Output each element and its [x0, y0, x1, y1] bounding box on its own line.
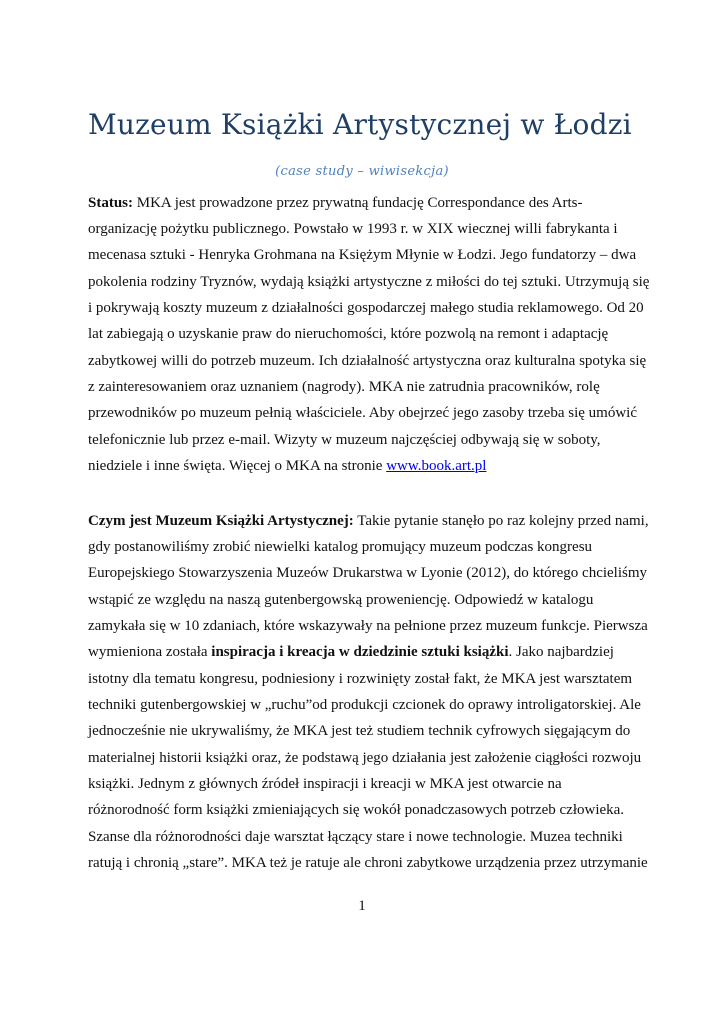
- text-line: organizację pożytku publicznego. Powstało w 1993 r. w XIX wiecznej willi fabrykanta i: [88, 221, 618, 237]
- text-span: niedziele i inne święta. Więcej o MKA na stronie: [88, 458, 387, 474]
- text-span: wymieniona została: [88, 644, 212, 660]
- status-label: Status:: [88, 195, 134, 211]
- text-span: MKA jest prowadzone przez prywatną fundację Correspondance des Arts-: [133, 195, 583, 211]
- bold-phrase: inspiracja i kreacja w dziedzinie sztuki książki: [211, 644, 509, 660]
- text-line: ratują i chronią „stare”. MKA też je ratuje ale chroni zabytkowe urządzenia przez utrzymanie: [88, 855, 648, 871]
- text-line: Europejskiego Stowarzyszenia Muzeów Drukarstwa w Lyonie (2012), do którego chcieliśmy: [88, 565, 648, 581]
- text-line: zabytkowej willi do potrzeb muzeum. Ich działalność artystyczna oraz kulturalna spotyka się: [88, 353, 647, 369]
- text-line: wstąpić ze względu na naszą gutenbergowską proweniencję. Odpowiedź w katalogu: [88, 592, 594, 608]
- text-line: różnorodność form książki zmieniających się wokół ponadczasowych potrzeb człowieka.: [88, 802, 625, 818]
- page-number: 1: [358, 898, 366, 914]
- text-line: [88, 642, 614, 662]
- text-line: telefonicznie lub przez e-mail. Wizyty w muzeum najczęściej odbywają się w soboty,: [88, 432, 601, 448]
- document-title: Muzeum Książki Artystycznej w Łodzi: [88, 108, 632, 141]
- text-line: techniki gutenbergowskiej w „ruchu”od produkcji czcionek do oprawy introligatorskiej. Ale: [88, 697, 641, 713]
- text-line: lat zabiegają o uzyskanie praw do nieruchomości, które pozwolą na remont i adaptację: [88, 326, 609, 342]
- text-span: Takie pytanie stanęło po raz kolejny przed nami,: [353, 513, 649, 529]
- text-line: gdy postanowiliśmy zrobić niewielki katalog promujący muzeum podczas kongresu: [88, 539, 593, 555]
- text-line: książki. Jednym z głównych źródeł inspiracji i kreacji w MKA jest otwarcie na: [88, 776, 562, 792]
- text-line: [88, 193, 582, 213]
- text-line: z zainteresowaniem oraz uznaniem (nagrody). MKA nie zatrudnia pracowników, rolę: [88, 379, 600, 395]
- text-line: zamykała się w 10 zdaniach, które wskazywały na pełnione przez muzeum funkcje. Pierwsza: [88, 618, 648, 634]
- text-line: jednocześnie nie ukrywaliśmy, że MKA jest też studiem technik cyfrowych sięgającym do: [88, 723, 631, 739]
- text-line: istotny dla tematu kongresu, podniesiony i rozwinięty został fakt, że MKA jest warsztatem: [88, 671, 633, 687]
- text-line: [88, 511, 649, 531]
- text-line: przewodników po muzeum pełnią właściciele. Aby obejrzeć jego zasoby trzeba się umówić: [88, 405, 637, 421]
- text-line: pokolenia rodziny Tryznów, wydają książki artystyczne z miłości do tej sztuki. Utrzymują się: [88, 274, 650, 290]
- text-line: i pokrywają koszty muzeum z działalności gospodarczej małego studia reklamowego. Od 20: [88, 300, 644, 316]
- document-subtitle: (case study – wiwisekcja): [275, 164, 449, 179]
- section-label: Czym jest Muzeum Książki Artystycznej:: [88, 513, 354, 529]
- text-line: [88, 456, 486, 476]
- text-line: materialnej historii książki oraz, że podstawą jego działania jest założenie ciągłości rozwoju: [88, 750, 642, 766]
- text-line: mecenasa sztuki - Henryka Grohmana na Księżym Młynie w Łodzi. Jego fundatorzy – dwa: [88, 247, 637, 263]
- website-link[interactable]: www.book.art.pl: [386, 458, 487, 474]
- text-line: Szanse dla różnorodności daje warsztat łączący stare i nowe technologie. Muzea techniki: [88, 829, 623, 845]
- text-span: . Jako najbardziej: [508, 644, 614, 660]
